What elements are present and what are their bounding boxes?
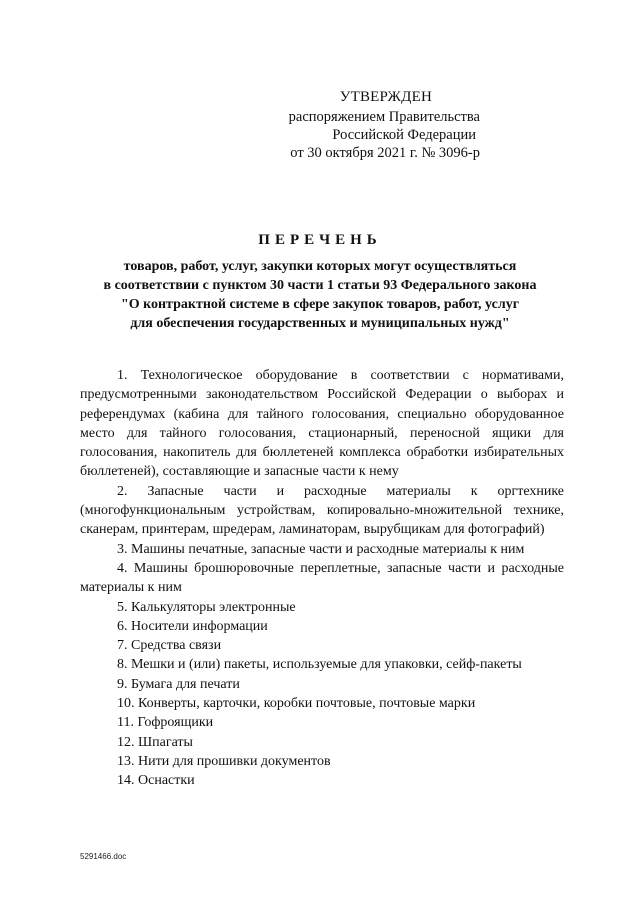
item-number: 13. (117, 753, 135, 769)
item-number: 2. (117, 483, 128, 499)
item-number: 8. (117, 657, 128, 673)
list-item (80, 733, 564, 752)
item-number: 1. (117, 368, 128, 383)
item-number: 9. (117, 676, 128, 692)
list-item (80, 598, 564, 617)
list-item (80, 540, 564, 559)
item-number: 4. (117, 560, 128, 576)
item-number: 6. (117, 618, 128, 634)
list-item (80, 752, 564, 771)
item-text: Бумага для печати (131, 676, 240, 692)
approval-line-1: распоряжением Правительства (288, 109, 480, 125)
subtitle-line-4: для обеспечения государственных и муниципальных нужд" (130, 316, 510, 331)
item-number: 3. (117, 541, 128, 557)
list-item (80, 366, 564, 482)
item-number: 5. (117, 599, 128, 615)
subtitle-line-1: товаров, работ, услуг, закупки которых могут осуществляться (123, 259, 517, 274)
item-text: Нити для прошивки документов (138, 753, 331, 769)
item-number: 12. (117, 734, 135, 750)
list-item (80, 482, 564, 540)
item-text: Калькуляторы электронные (131, 599, 296, 615)
list-item (80, 636, 564, 655)
item-text: Машины печатные, запасные части и расходные материалы к ним (131, 541, 525, 557)
document-subtitle (80, 257, 560, 333)
item-text: Технологическое оборудование в соответствии с нормативами, предусмотренными законодательством Российской Федерации о выборах и референдумах (кабина для тайного голосования, специально оборудованное место для тайного голосования, стационарный, переносной ящики для голосования, накопитель для бюллетеней комплекса обработки избирательных бюллетеней), составляющие и запасные части к нему (80, 368, 564, 480)
item-text: Шпагаты (138, 734, 193, 750)
item-number: 10. (117, 696, 135, 712)
item-text: Оснастки (138, 773, 195, 789)
list-item (80, 655, 564, 674)
item-text: Средства связи (131, 638, 222, 654)
list-item (80, 675, 564, 694)
item-text: Носители информации (131, 618, 268, 634)
item-text: Запасные части и расходные материалы к оргтехнике (многофункциональным устройствам, копировально-множительной технике, сканерам, принтерам, шредерам, ламинаторам, вырубщикам для фотографий) (80, 483, 565, 538)
item-number: 11. (117, 715, 134, 731)
item-text: Гофроящики (137, 715, 214, 731)
list-item (80, 694, 564, 713)
subtitle-line-3: "О контрактной системе в сфере закупок товаров, работ, услуг (120, 297, 520, 312)
list-item (80, 713, 564, 732)
approval-line-3: от 30 октября 2021 г. № 3096-р (290, 145, 480, 161)
subtitle-line-2: в соответствии с пунктом 30 части 1 статьи 93 Федерального закона (103, 278, 537, 293)
items-list (80, 366, 564, 791)
file-name-footer: 5291466.doc (80, 852, 127, 861)
list-item (80, 617, 564, 636)
document-title: ПЕРЕЧЕНЬ (258, 232, 382, 248)
approval-heading: УТВЕРЖДЕН (339, 89, 432, 105)
item-text: Машины брошюровочные переплетные, запасные части и расходные материалы к ним (80, 560, 564, 596)
list-item (80, 771, 564, 790)
approval-line-2: Российской Федерации (332, 127, 476, 143)
item-text: Конверты, карточки, коробки почтовые, почтовые марки (138, 696, 476, 712)
item-number: 14. (117, 773, 135, 789)
item-number: 7. (117, 638, 128, 654)
list-item (80, 559, 564, 598)
item-text: Мешки и (или) пакеты, используемые для упаковки, сейф-пакеты (131, 657, 522, 673)
